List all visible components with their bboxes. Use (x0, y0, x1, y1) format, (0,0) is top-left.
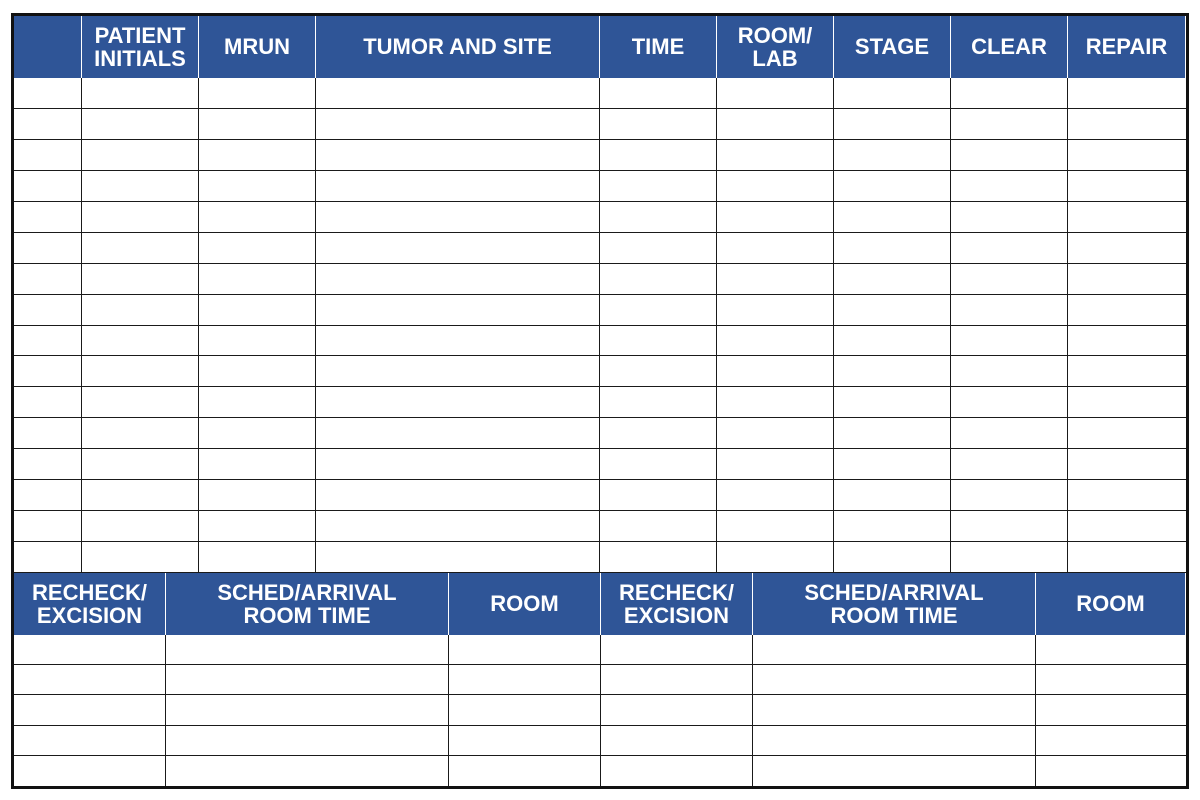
top-table-cell[interactable] (199, 140, 316, 171)
top-table-cell[interactable] (951, 140, 1068, 171)
bottom-table-cell[interactable] (166, 695, 449, 725)
top-table-cell[interactable] (600, 356, 717, 387)
top-table-cell[interactable] (316, 387, 600, 418)
top-table-cell[interactable] (82, 264, 199, 295)
top-table-cell[interactable] (834, 449, 951, 480)
top-table-cell[interactable] (834, 264, 951, 295)
top-table-cell[interactable] (834, 356, 951, 387)
top-table-cell[interactable] (199, 326, 316, 357)
top-table-cell[interactable] (199, 295, 316, 326)
top-table-cell[interactable] (834, 140, 951, 171)
bottom-table-cell[interactable] (449, 635, 601, 665)
top-table-cell[interactable] (199, 449, 316, 480)
top-table-cell[interactable] (199, 542, 316, 573)
bottom-table-cell[interactable] (449, 665, 601, 695)
bottom-table-header-sched-arrival-room-time: SCHED/ARRIVAL ROOM TIME (166, 573, 449, 635)
top-table-cell[interactable] (600, 326, 717, 357)
bottom-table-cell[interactable] (753, 635, 1036, 665)
top-table-cell[interactable] (951, 356, 1068, 387)
top-table-cell[interactable] (600, 202, 717, 233)
top-table-header-repair: REPAIR (1068, 16, 1186, 78)
top-table-cell[interactable] (82, 109, 199, 140)
top-table-header-tumor-and-site: TUMOR AND SITE (316, 16, 600, 78)
top-table-cell[interactable] (1068, 387, 1186, 418)
top-table-cell[interactable] (1068, 264, 1186, 295)
top-table-cell[interactable] (316, 295, 600, 326)
bottom-table-cell[interactable] (601, 726, 753, 756)
top-table-cell[interactable] (316, 202, 600, 233)
bottom-table-header-room: ROOM (1036, 573, 1186, 635)
top-table-cell[interactable] (14, 542, 82, 573)
top-table-cell[interactable] (14, 140, 82, 171)
top-table-cell[interactable] (14, 264, 82, 295)
top-table-cell[interactable] (14, 449, 82, 480)
top-table-cell[interactable] (951, 480, 1068, 511)
bottom-table-cell[interactable] (753, 726, 1036, 756)
top-table-cell[interactable] (316, 140, 600, 171)
top-table-cell[interactable] (199, 233, 316, 264)
top-table-cell[interactable] (82, 449, 199, 480)
top-table-header-patient-initials: PATIENT INITIALS (82, 16, 199, 78)
top-table-cell[interactable] (14, 295, 82, 326)
top-table-cell[interactable] (717, 511, 834, 542)
bottom-table-cell[interactable] (753, 665, 1036, 695)
top-table-cell[interactable] (1068, 356, 1186, 387)
top-table-cell[interactable] (1068, 140, 1186, 171)
top-table-cell[interactable] (951, 171, 1068, 202)
top-table-cell[interactable] (1068, 326, 1186, 357)
top-table-header-blank (14, 16, 82, 78)
top-table-cell[interactable] (82, 356, 199, 387)
bottom-table-header-recheck-excision: RECHECK/ EXCISION (601, 573, 753, 635)
top-table-cell[interactable] (82, 511, 199, 542)
bottom-table-cell[interactable] (14, 695, 166, 725)
top-table-cell[interactable] (82, 202, 199, 233)
bottom-table-cell[interactable] (166, 635, 449, 665)
top-table-cell[interactable] (316, 511, 600, 542)
top-table-cell[interactable] (717, 387, 834, 418)
top-table-cell[interactable] (600, 78, 717, 109)
bottom-table-header-room: ROOM (449, 573, 601, 635)
top-table-cell[interactable] (199, 202, 316, 233)
top-table-cell[interactable] (951, 233, 1068, 264)
bottom-table-cell[interactable] (1036, 665, 1186, 695)
top-table-cell[interactable] (199, 78, 316, 109)
top-table-cell[interactable] (82, 295, 199, 326)
bottom-table-cell[interactable] (166, 665, 449, 695)
top-table-cell[interactable] (14, 418, 82, 449)
top-table-cell[interactable] (1068, 295, 1186, 326)
top-table-cell[interactable] (834, 202, 951, 233)
top-table-cell[interactable] (600, 140, 717, 171)
top-table-cell[interactable] (600, 109, 717, 140)
top-table-cell[interactable] (14, 326, 82, 357)
top-table-cell[interactable] (717, 202, 834, 233)
bottom-table-cell[interactable] (753, 695, 1036, 725)
top-table-header-stage: STAGE (834, 16, 951, 78)
top-table-cell[interactable] (951, 449, 1068, 480)
top-table-header-clear: CLEAR (951, 16, 1068, 78)
top-table-cell[interactable] (199, 171, 316, 202)
top-table-cell[interactable] (834, 542, 951, 573)
top-table-cell[interactable] (951, 109, 1068, 140)
bottom-table-cell[interactable] (1036, 635, 1186, 665)
top-table-cell[interactable] (316, 233, 600, 264)
top-table-cell[interactable] (14, 387, 82, 418)
top-table-cell[interactable] (199, 387, 316, 418)
top-table-cell[interactable] (951, 78, 1068, 109)
top-table-cell[interactable] (14, 233, 82, 264)
top-table-cell[interactable] (316, 109, 600, 140)
top-table-cell[interactable] (82, 480, 199, 511)
top-table-cell[interactable] (199, 356, 316, 387)
top-table-cell[interactable] (82, 418, 199, 449)
top-table-cell[interactable] (1068, 480, 1186, 511)
bottom-table-cell[interactable] (166, 756, 449, 786)
top-table-cell[interactable] (717, 542, 834, 573)
top-table-cell[interactable] (600, 171, 717, 202)
top-table-cell[interactable] (717, 418, 834, 449)
top-table-cell[interactable] (717, 109, 834, 140)
bottom-table-cell[interactable] (601, 756, 753, 786)
top-table-cell[interactable] (834, 511, 951, 542)
bottom-table-cell[interactable] (166, 726, 449, 756)
bottom-table-cell[interactable] (14, 726, 166, 756)
top-table-cell[interactable] (316, 264, 600, 295)
top-table-cell[interactable] (199, 480, 316, 511)
top-table-cell[interactable] (14, 202, 82, 233)
top-table-cell[interactable] (14, 511, 82, 542)
bottom-table-cell[interactable] (1036, 726, 1186, 756)
top-table-cell[interactable] (1068, 449, 1186, 480)
top-table-cell[interactable] (316, 542, 600, 573)
bottom-table-cell[interactable] (449, 756, 601, 786)
top-table-cell[interactable] (82, 78, 199, 109)
top-table-cell[interactable] (82, 171, 199, 202)
top-table-cell[interactable] (600, 264, 717, 295)
top-table-cell[interactable] (14, 356, 82, 387)
top-table-cell[interactable] (717, 78, 834, 109)
patient-tracking-table (14, 16, 1186, 573)
top-table-cell[interactable] (717, 264, 834, 295)
top-table-cell[interactable] (834, 109, 951, 140)
top-table-cell[interactable] (600, 511, 717, 542)
top-table-cell[interactable] (316, 356, 600, 387)
top-table-cell[interactable] (834, 171, 951, 202)
top-table-cell[interactable] (14, 109, 82, 140)
top-table-cell[interactable] (316, 326, 600, 357)
top-table-cell[interactable] (600, 387, 717, 418)
bottom-table-cell[interactable] (14, 665, 166, 695)
top-table-cell[interactable] (717, 295, 834, 326)
top-table-cell[interactable] (951, 418, 1068, 449)
bottom-table-cell[interactable] (14, 635, 166, 665)
top-table-cell[interactable] (600, 295, 717, 326)
top-table-cell[interactable] (199, 109, 316, 140)
top-table-cell[interactable] (951, 542, 1068, 573)
top-table-cell[interactable] (951, 202, 1068, 233)
top-table-header-mrun: MRUN (199, 16, 316, 78)
top-table-cell[interactable] (717, 171, 834, 202)
bottom-table-header-recheck-excision: RECHECK/ EXCISION (14, 573, 166, 635)
top-table-cell[interactable] (717, 356, 834, 387)
top-table-cell[interactable] (834, 418, 951, 449)
top-table-cell[interactable] (1068, 418, 1186, 449)
top-table-cell[interactable] (82, 140, 199, 171)
top-table-cell[interactable] (834, 78, 951, 109)
bottom-table-cell[interactable] (601, 635, 753, 665)
top-table-cell[interactable] (717, 449, 834, 480)
bottom-table-cell[interactable] (449, 726, 601, 756)
top-table-cell[interactable] (600, 233, 717, 264)
bottom-table-header-sched-arrival-room-time: SCHED/ARRIVAL ROOM TIME (753, 573, 1036, 635)
top-table-cell[interactable] (834, 480, 951, 511)
bottom-table-cell[interactable] (1036, 695, 1186, 725)
top-table-cell[interactable] (834, 326, 951, 357)
top-table-cell[interactable] (1068, 233, 1186, 264)
top-table-cell[interactable] (951, 511, 1068, 542)
top-table-cell[interactable] (82, 233, 199, 264)
top-table-cell[interactable] (1068, 109, 1186, 140)
bottom-table-cell[interactable] (449, 695, 601, 725)
top-table-cell[interactable] (600, 449, 717, 480)
bottom-table-cell[interactable] (601, 665, 753, 695)
whiteboard-grid (11, 13, 1189, 789)
top-table-cell[interactable] (951, 326, 1068, 357)
top-table-cell[interactable] (82, 542, 199, 573)
top-table-cell[interactable] (14, 480, 82, 511)
top-table-header-room-lab: ROOM/ LAB (717, 16, 834, 78)
top-table-cell[interactable] (951, 295, 1068, 326)
bottom-table-cell[interactable] (601, 695, 753, 725)
top-table-cell[interactable] (1068, 202, 1186, 233)
top-table-cell[interactable] (199, 418, 316, 449)
top-table-cell[interactable] (600, 480, 717, 511)
top-table-cell[interactable] (316, 449, 600, 480)
recheck-excision-table (14, 573, 1186, 786)
top-table-cell[interactable] (600, 542, 717, 573)
top-table-cell[interactable] (316, 480, 600, 511)
bottom-table-cell[interactable] (14, 756, 166, 786)
top-table-cell[interactable] (834, 295, 951, 326)
bottom-table-cell[interactable] (1036, 756, 1186, 786)
top-table-cell[interactable] (1068, 511, 1186, 542)
top-table-cell[interactable] (834, 387, 951, 418)
top-table-cell[interactable] (14, 171, 82, 202)
top-table-cell[interactable] (14, 78, 82, 109)
top-table-cell[interactable] (82, 387, 199, 418)
top-table-cell[interactable] (717, 233, 834, 264)
top-table-cell[interactable] (316, 418, 600, 449)
top-table-cell[interactable] (1068, 78, 1186, 109)
top-table-cell[interactable] (951, 387, 1068, 418)
top-table-cell[interactable] (199, 511, 316, 542)
top-table-cell[interactable] (600, 418, 717, 449)
top-table-cell[interactable] (717, 140, 834, 171)
top-table-cell[interactable] (834, 233, 951, 264)
top-table-header-time: TIME (600, 16, 717, 78)
bottom-table-cell[interactable] (753, 756, 1036, 786)
top-table-cell[interactable] (717, 326, 834, 357)
top-table-cell[interactable] (82, 326, 199, 357)
top-table-cell[interactable] (951, 264, 1068, 295)
top-table-cell[interactable] (717, 480, 834, 511)
top-table-cell[interactable] (1068, 542, 1186, 573)
top-table-cell[interactable] (316, 78, 600, 109)
top-table-cell[interactable] (199, 264, 316, 295)
top-table-cell[interactable] (316, 171, 600, 202)
top-table-cell[interactable] (1068, 171, 1186, 202)
